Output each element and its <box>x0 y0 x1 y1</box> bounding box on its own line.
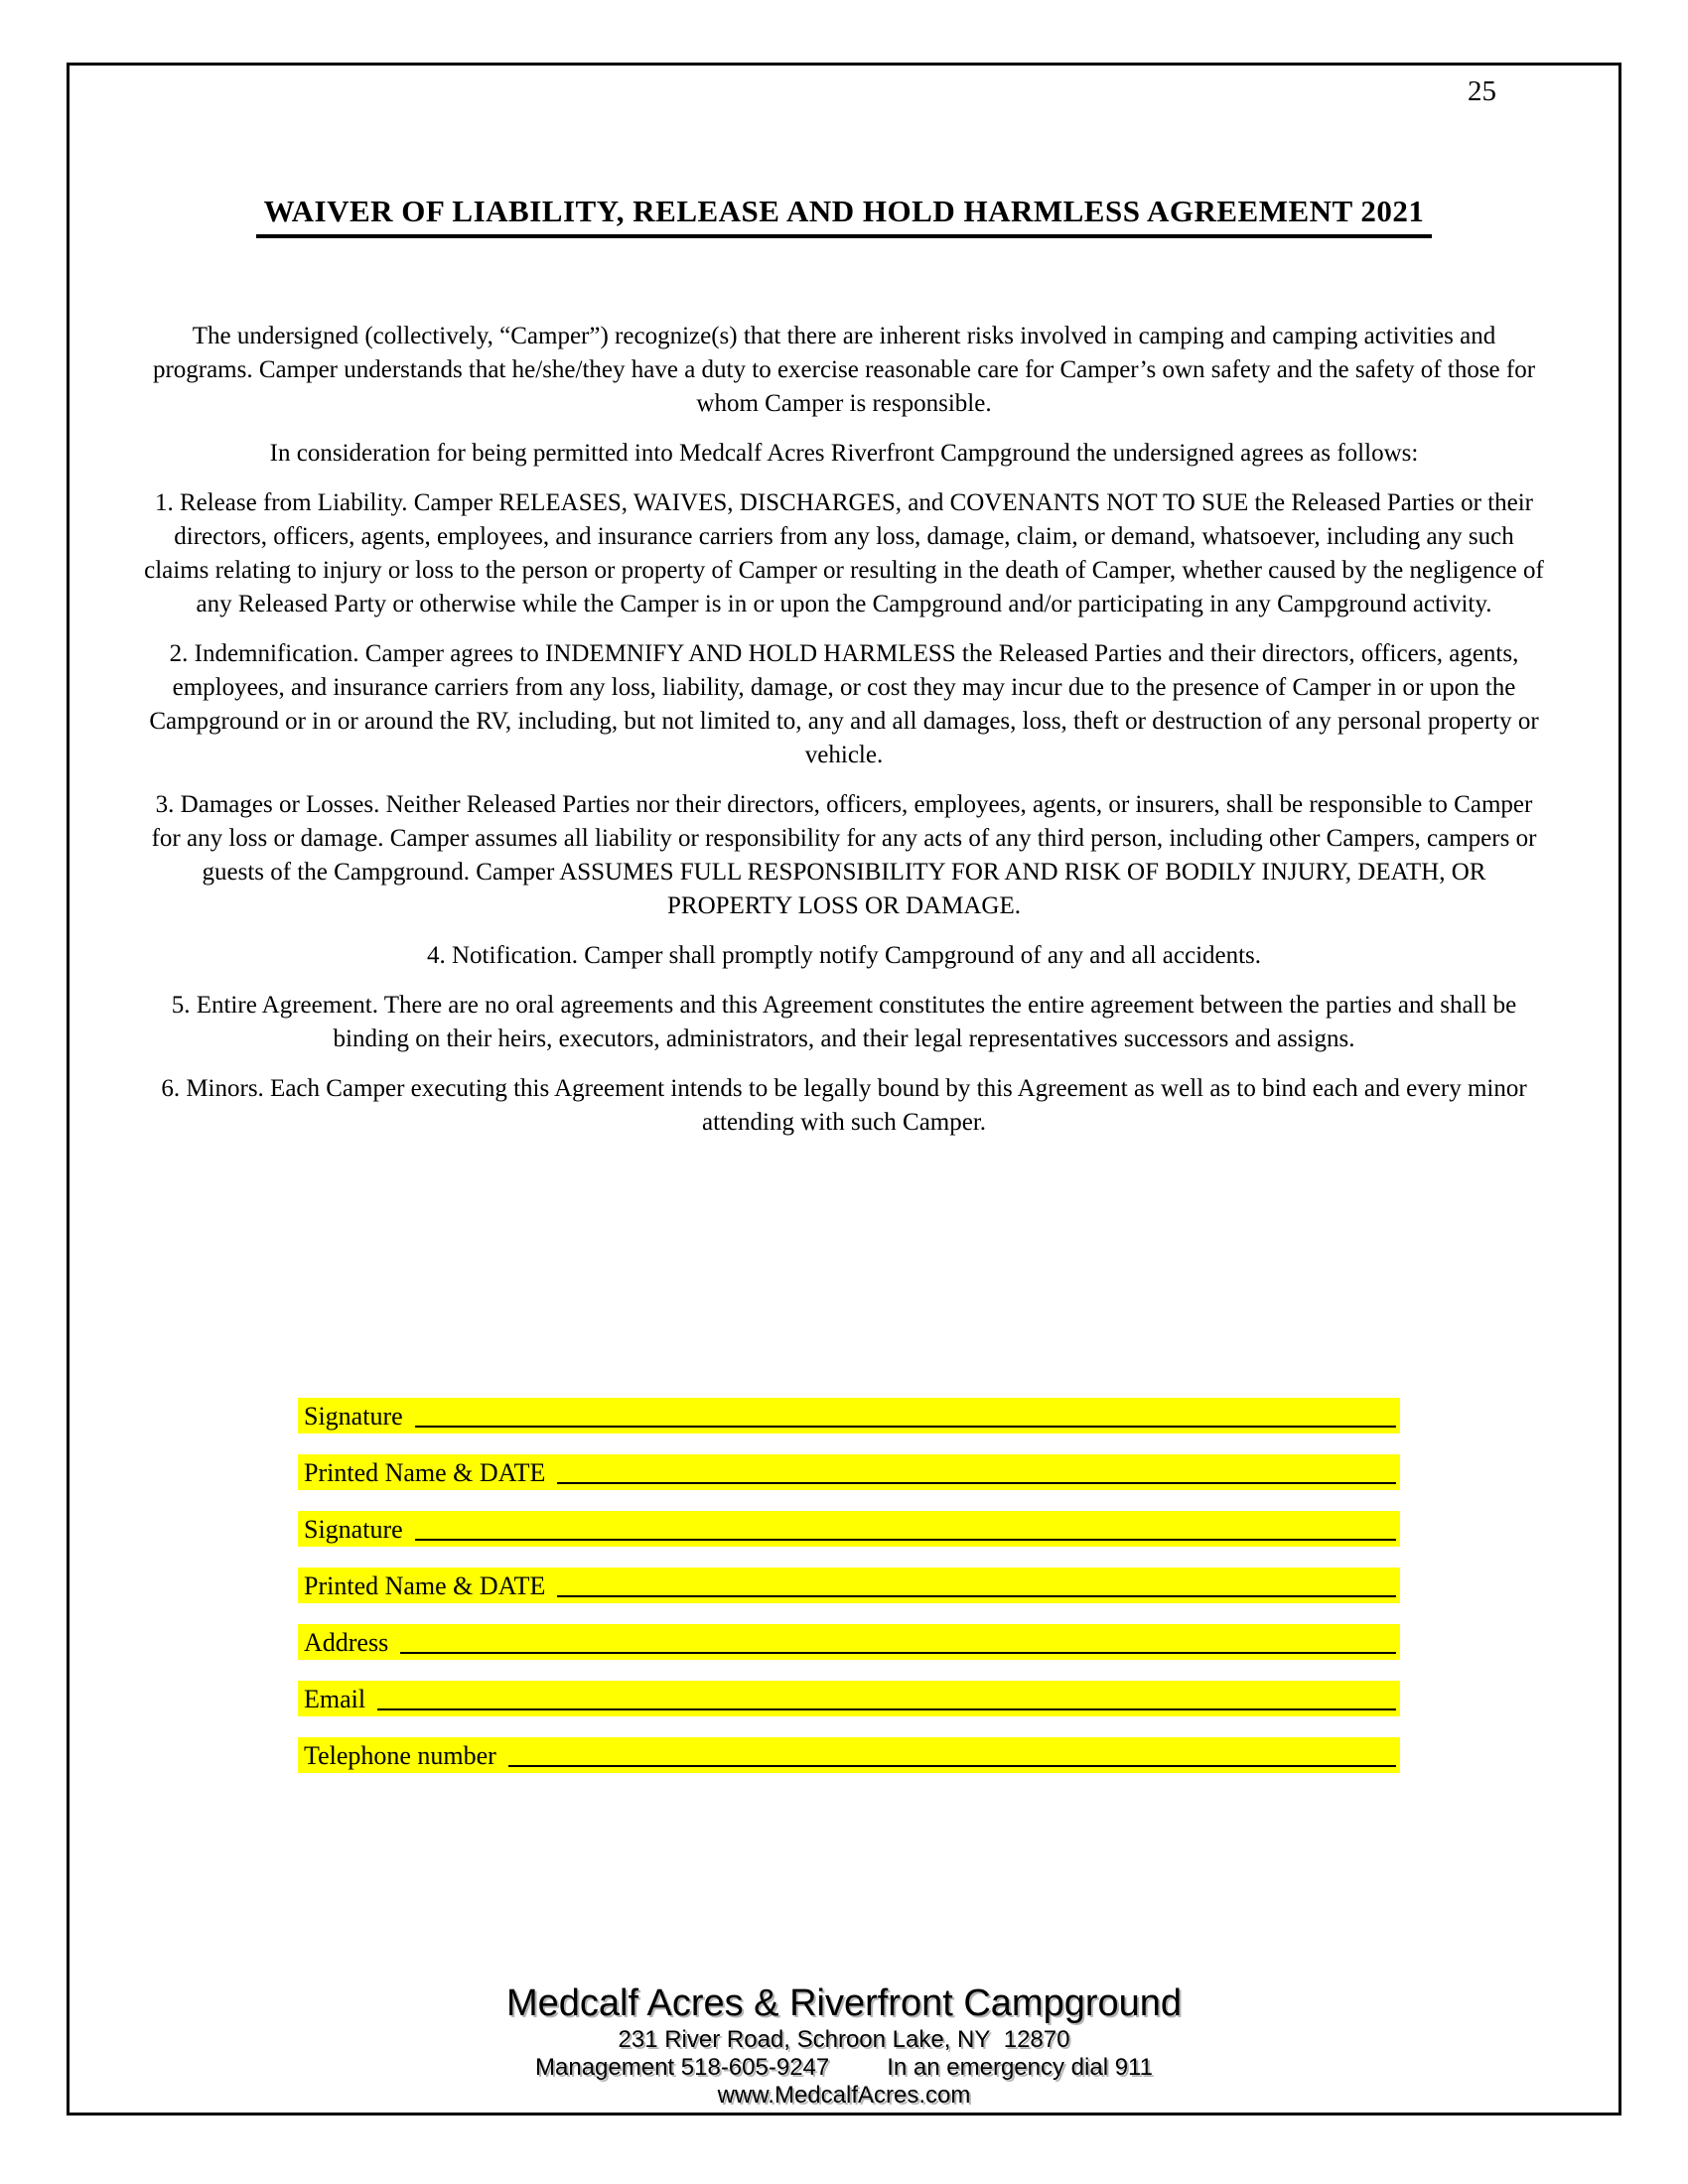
email-label: Email <box>304 1685 366 1713</box>
signature-2-line-input[interactable] <box>415 1539 1396 1541</box>
document-body <box>142 320 1546 1156</box>
printed-name-2-line-input[interactable] <box>557 1595 1396 1597</box>
telephone-label: Telephone number <box>304 1741 496 1770</box>
form-row-printed-name-1 <box>298 1454 1400 1490</box>
address-line-input[interactable] <box>400 1652 1396 1654</box>
paragraph-release-from-liability: 1. Release from Liability. Camper RELEASES, WAIVES, DISCHARGES, and COVENANTS NOT TO SUE the Released Parties or their directors, officers, agents, employees, and insurance carriers from any loss, damage, claim, or demand, whatsoever, including any such claims relating to injury or loss to the person or property of Camper or resulting in the death of Camper, whether caused by the negligence of any Released Party or otherwise while the Camper is in or upon the Campground and/or participating in any Campground activity. <box>144 489 1544 617</box>
signature-1-label: Signature <box>304 1402 403 1431</box>
signature-1-line-input[interactable] <box>415 1426 1396 1428</box>
form-row-telephone <box>298 1737 1400 1773</box>
paragraph-consideration: In consideration for being permitted into Medcalf Acres Riverfront Campground the undersigned agrees as follows: <box>269 440 1419 467</box>
document-title-text: WAIVER OF LIABILITY, RELEASE AND HOLD HARMLESS AGREEMENT 2021 <box>256 194 1433 238</box>
printed-name-2-label: Printed Name & DATE <box>304 1571 546 1600</box>
paragraph-notification: 4. Notification. Camper shall promptly notify Campground of any and all accidents. <box>426 942 1262 969</box>
form-row-address <box>298 1624 1400 1660</box>
email-line-input[interactable] <box>377 1708 1396 1710</box>
footer-address: 231 River Road, Schroon Lake, NY 12870 <box>618 2026 1070 2053</box>
footer-company-name: Medcalf Acres & Riverfront Campground <box>505 1982 1183 2024</box>
form-row-signature-2 <box>298 1511 1400 1547</box>
document-footer <box>0 1980 1688 2110</box>
form-row-printed-name-2 <box>298 1568 1400 1603</box>
document-title <box>0 194 1688 238</box>
paragraph-minors: 6. Minors. Each Camper executing this Agreement intends to be legally bound by this Agreement as well as to bind each and every minor attending with such Camper. <box>161 1075 1527 1136</box>
paragraph-damages-or-losses: 3. Damages or Losses. Neither Released Parties nor their directors, officers, employees, agents, or insurers, shall be responsible to Camper for any loss or damage. Camper assumes all liability or responsibility for any acts of any third person, including other Campers, campers or guests of the Campground. Camper ASSUMES FULL RESPONSIBILITY FOR AND RISK OF BODILY INJURY, DEATH, OR PROPERTY LOSS OR DAMAGE. <box>151 791 1537 919</box>
telephone-line-input[interactable] <box>508 1765 1396 1767</box>
printed-name-1-label: Printed Name & DATE <box>304 1458 546 1487</box>
footer-emergency-note: In an emergency dial 911 <box>887 2054 1153 2081</box>
paragraph-indemnification: 2. Indemnification. Camper agrees to INDEMNIFY AND HOLD HARMLESS the Released Parties and their directors, officers, agents, employees, and insurance carriers from any loss, liability, damage, or cost they may incur due to the presence of Camper in or upon the Campground or in or around the RV, including, but not limited to, any and all damages, loss, theft or destruction of any personal property or vehicle. <box>149 640 1539 768</box>
paragraph-intro: The undersigned (collectively, “Camper”) recognize(s) that there are inherent risks involved in camping and camping activities and programs. Camper understands that he/she/they have a duty to exercise reasonable care for Camper’s own safety and the safety of those for whom Camper is responsible. <box>152 323 1536 417</box>
page-number: 25 <box>1468 75 1496 107</box>
footer-management-phone: Management 518-605-9247 <box>535 2054 830 2081</box>
footer-management-line <box>0 2054 1688 2082</box>
signature-form <box>298 1398 1400 1794</box>
footer-website: www.MedcalfAcres.com <box>717 2082 971 2109</box>
paragraph-entire-agreement: 5. Entire Agreement. There are no oral agreements and this Agreement constitutes the entire agreement between the parties and shall be binding on their heirs, executors, administrators, and their legal representatives successors and assigns. <box>171 992 1517 1052</box>
printed-name-1-line-input[interactable] <box>557 1482 1396 1484</box>
address-label: Address <box>304 1628 389 1657</box>
form-row-email <box>298 1681 1400 1716</box>
form-row-signature-1 <box>298 1398 1400 1433</box>
signature-2-label: Signature <box>304 1515 403 1544</box>
